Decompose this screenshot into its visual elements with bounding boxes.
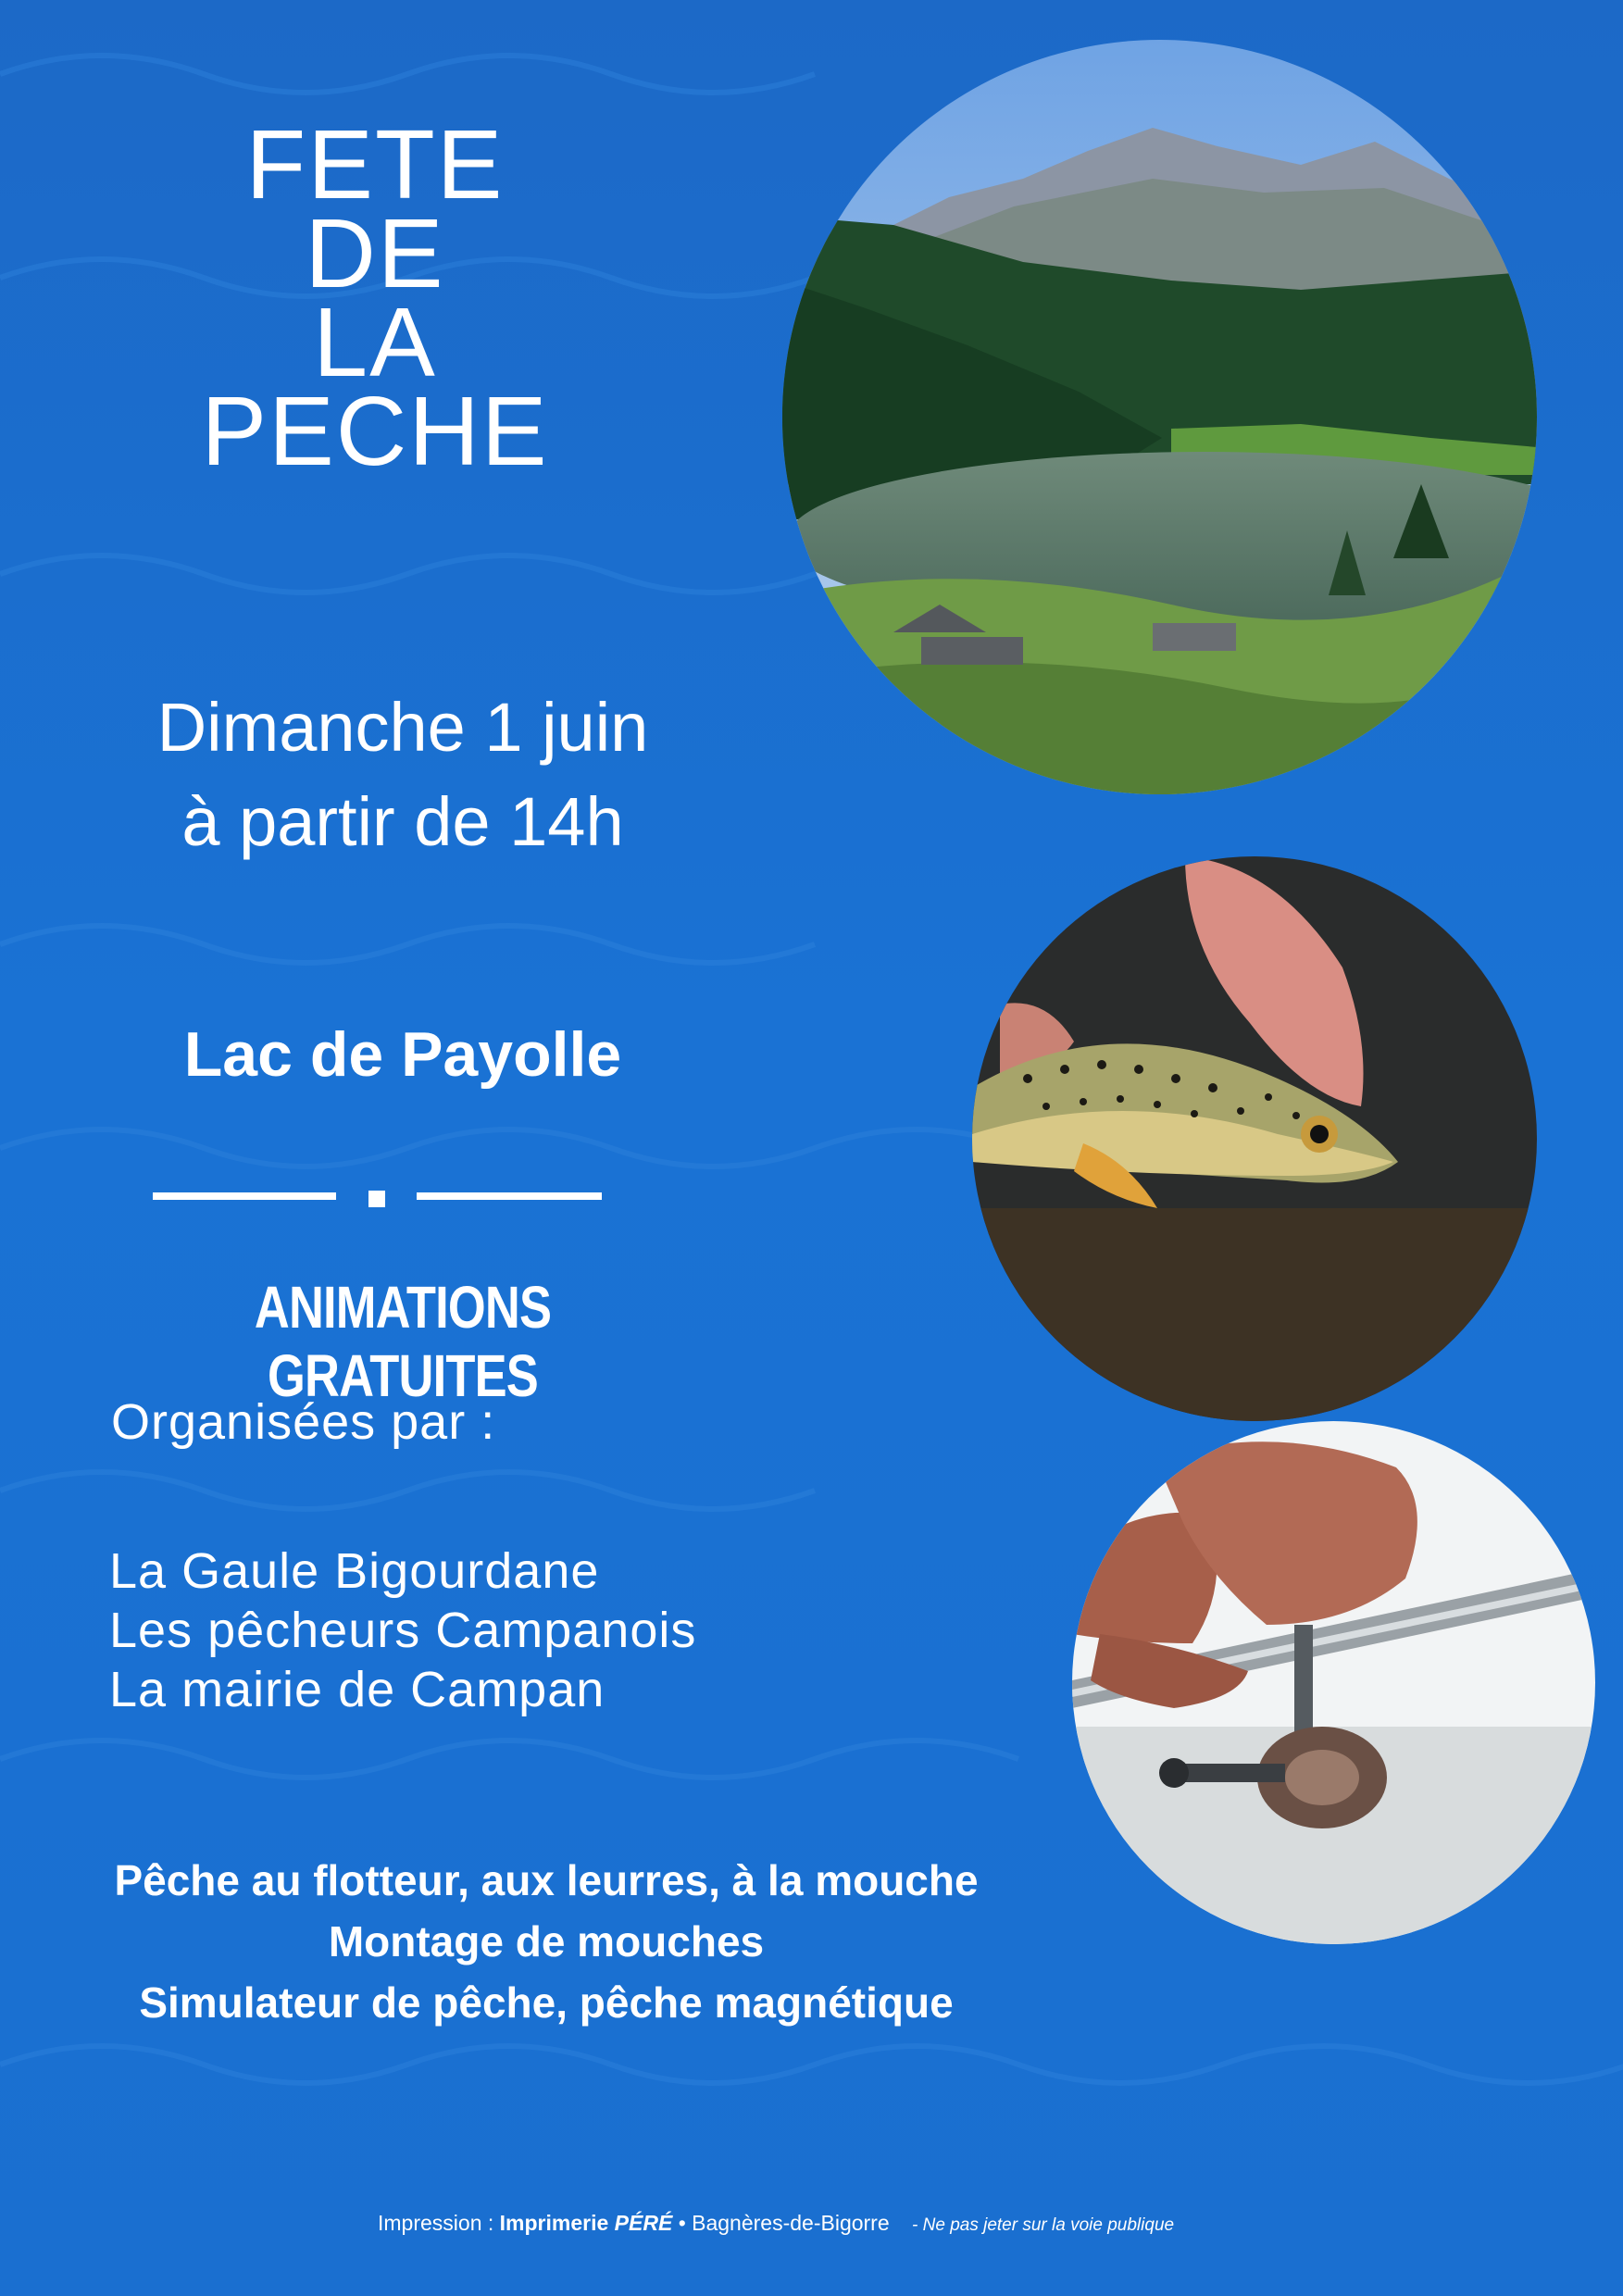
poster-title [176,110,574,486]
printer-footer [378,2211,1174,2236]
mountain-lake-photo [782,40,1537,794]
title-line: FETE [245,110,505,219]
organiser-item: La mairie de Campan [109,1662,606,1717]
organisers-list [109,1541,696,1719]
activity-item: Pêche au flotteur, aux leurres, à la mouche [114,1856,979,1904]
separator-line-left [153,1192,336,1200]
fishing-reel-photo [1072,1421,1595,1944]
footer-printer: Imprimerie [499,2211,609,2235]
organiser-item: La Gaule Bigourdane [109,1543,600,1599]
event-location: Lac de Payolle [183,1019,622,1090]
footer-printer-name: PÉRÉ [614,2211,673,2235]
date-line: Dimanche 1 juin [156,689,649,766]
separator-line-right [417,1192,602,1200]
animations-heading: ANIMATIONS GRATUITES [254,1274,552,1409]
organiser-item: Les pêcheurs Campanois [109,1603,697,1658]
footer-prefix: Impression : [378,2211,494,2235]
title-line: LA [313,288,437,397]
activity-item: Simulateur de pêche, pêche magnétique [139,1978,954,2027]
separator-dot [368,1191,385,1207]
footer-town: • Bagnères-de-Bigorre [678,2211,890,2235]
event-date [65,680,741,869]
activity-item: Montage de mouches [328,1917,765,1965]
organisers-label: Organisées par : [111,1394,496,1450]
title-line: PECHE [201,377,549,486]
time-line: à partir de 14h [181,783,624,860]
footer-notice: - Ne pas jeter sur la voie publique [912,2215,1175,2235]
trout-in-hand-photo [972,856,1537,1421]
title-line: DE [305,199,445,308]
activities-list [37,1850,1055,2033]
